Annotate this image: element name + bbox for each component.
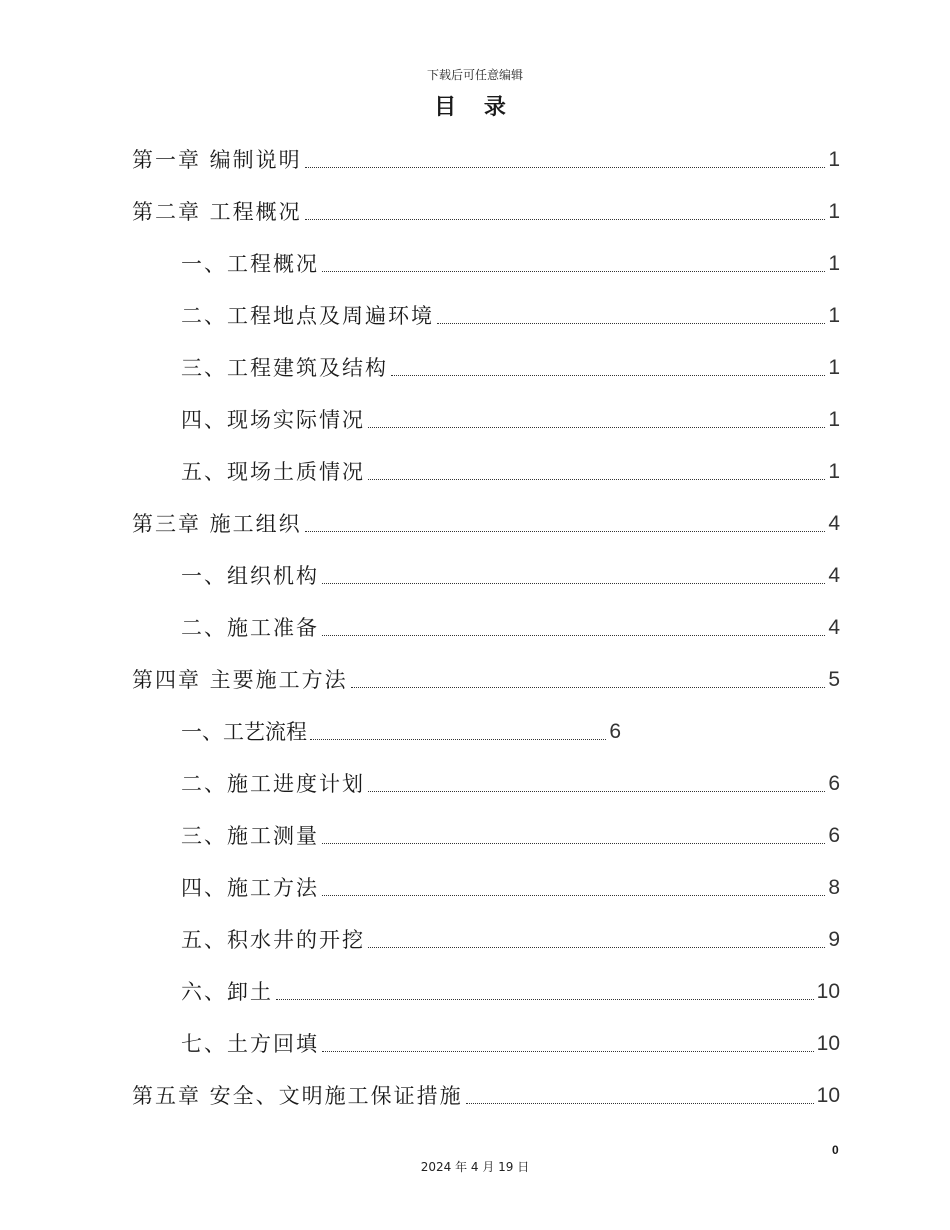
toc-entry-section[interactable]: [181, 816, 840, 850]
toc-entry-label: 第四章 主要施工方法: [132, 668, 348, 692]
toc-entry-page: 6: [609, 720, 621, 743]
toc-entry-chapter-3[interactable]: [132, 504, 840, 538]
dot-leader: [310, 739, 606, 740]
toc-entry-label: 四、现场实际情况: [181, 408, 365, 432]
dot-leader: [368, 479, 825, 480]
toc-entry-label: 二、工程地点及周遍环境: [181, 304, 434, 328]
toc-entry-section[interactable]: [181, 452, 840, 486]
toc-entry-section[interactable]: [181, 348, 840, 382]
toc-entry-label: 五、积水井的开挖: [181, 928, 365, 952]
toc-entry-page: 1: [828, 200, 840, 223]
dot-leader: [368, 427, 825, 428]
dot-leader: [466, 1103, 814, 1104]
dot-leader: [391, 375, 825, 376]
footer-date: 2024 年 4 月 19 日: [420, 1160, 530, 1174]
toc-entry-page: 8: [828, 876, 840, 899]
toc-entry-page: 6: [828, 772, 840, 795]
toc-entry-chapter-4[interactable]: [132, 660, 840, 694]
toc-entry-label: 一、工程概况: [181, 252, 319, 276]
toc-entry-section[interactable]: [181, 296, 840, 330]
toc-entry-label: 一、工艺流程: [181, 720, 307, 744]
toc-entry-label: 七、土方回填: [181, 1032, 319, 1056]
toc-entry-page: 5: [828, 668, 840, 691]
toc-entry-label: 四、施工方法: [181, 876, 319, 900]
dot-leader: [322, 1051, 814, 1052]
toc-entry-section[interactable]: [181, 608, 840, 642]
toc-entry-page: 4: [828, 616, 840, 639]
dot-leader: [437, 323, 825, 324]
toc-entry-page: 1: [828, 408, 840, 431]
page-number: 0: [832, 1143, 839, 1157]
dot-leader: [305, 531, 826, 532]
toc-title: 目 录: [434, 95, 516, 120]
toc-entry-section[interactable]: [181, 868, 840, 902]
toc-entry-label: 第三章 施工组织: [132, 512, 302, 536]
toc-entry-label: 一、组织机构: [181, 564, 319, 588]
toc-entry-section[interactable]: [181, 1024, 840, 1058]
toc-entry-page: 1: [828, 460, 840, 483]
dot-leader: [351, 687, 826, 688]
toc-entry-section[interactable]: [181, 556, 840, 590]
dot-leader: [368, 791, 825, 792]
toc-entry-page: 10: [816, 980, 840, 1003]
toc-entry-label: 二、施工准备: [181, 616, 319, 640]
toc-entry-page: 10: [816, 1032, 840, 1055]
dot-leader: [305, 219, 826, 220]
toc-entry-section[interactable]: [181, 244, 840, 278]
dot-leader: [305, 167, 826, 168]
toc-entry-label: 第二章 工程概况: [132, 200, 302, 224]
toc-entry-section[interactable]: [181, 972, 840, 1006]
toc-entry-section[interactable]: [181, 920, 840, 954]
toc-entry-label: 三、工程建筑及结构: [181, 356, 388, 380]
toc-entry-section[interactable]: [181, 764, 840, 798]
toc-entry-page: 9: [828, 928, 840, 951]
dot-leader: [322, 271, 825, 272]
dot-leader: [368, 947, 825, 948]
dot-leader: [322, 583, 825, 584]
toc-entry-label: 三、施工测量: [181, 824, 319, 848]
dot-leader: [322, 843, 825, 844]
toc-entry-section[interactable]: [181, 400, 840, 434]
header-note: 下载后可任意编辑: [426, 68, 523, 82]
toc-entry-page: 1: [828, 252, 840, 275]
toc-entry-label: 二、施工进度计划: [181, 772, 365, 796]
dot-leader: [322, 895, 825, 896]
toc-entry-page: 1: [828, 356, 840, 379]
toc-entry-section[interactable]: [181, 712, 621, 746]
toc-entry-page: 1: [828, 304, 840, 327]
toc-entry-page: 4: [828, 512, 840, 535]
dot-leader: [322, 635, 825, 636]
toc-entry-page: 6: [828, 824, 840, 847]
toc-entry-chapter-1[interactable]: [132, 140, 840, 174]
toc-entry-label: 六、卸土: [181, 980, 273, 1004]
toc-entry-page: 4: [828, 564, 840, 587]
toc-entry-chapter-2[interactable]: [132, 192, 840, 226]
dot-leader: [276, 999, 814, 1000]
toc-entry-label: 五、现场土质情况: [181, 460, 365, 484]
toc-entry-chapter-5[interactable]: [132, 1076, 840, 1110]
toc-entry-page: 1: [828, 148, 840, 171]
toc-entry-page: 10: [816, 1084, 840, 1107]
toc-entry-label: 第一章 编制说明: [132, 148, 302, 172]
toc-entry-label: 第五章 安全、文明施工保证措施: [132, 1084, 463, 1108]
